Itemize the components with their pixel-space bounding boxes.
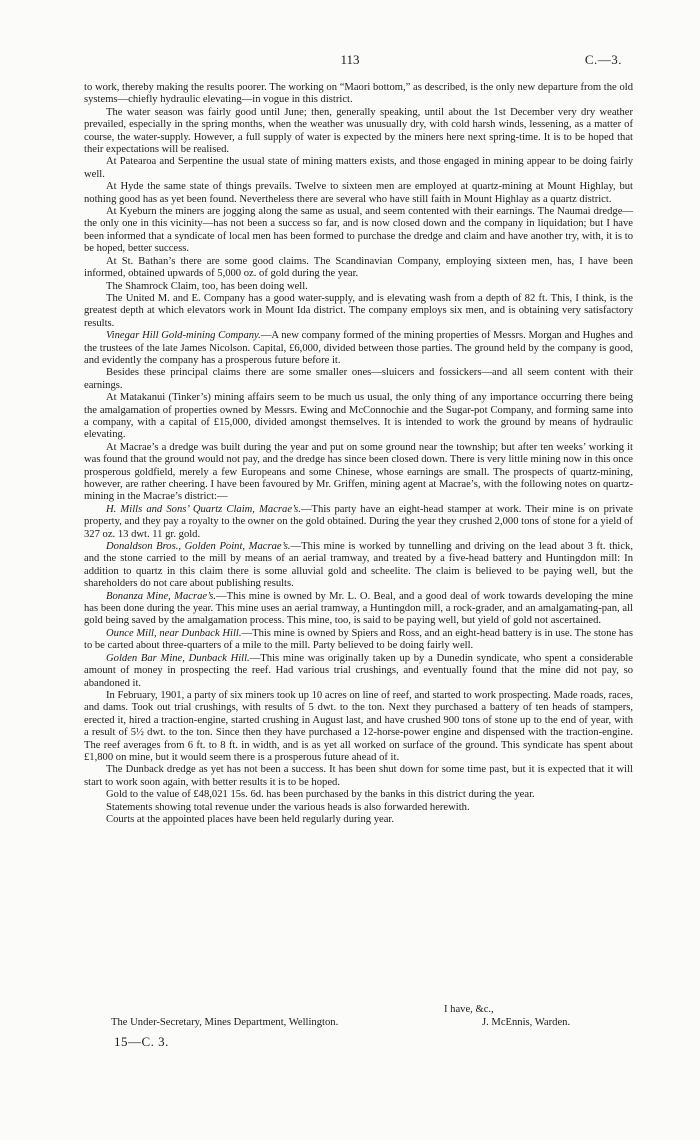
paragraph-heading: H. Mills and Sons’ Quartz Claim, Macrae’s. <box>106 503 301 515</box>
paragraph <box>84 628 633 653</box>
paragraph-text: —This party have an eight-head stamper at work. Their mine is on private property, and they pay a royalty to the owner on the gold obtained. During the year they crushed 2,000 tons of stone for a yield of 327 oz. 13 dwt. 11 gr. gold. <box>84 503 633 540</box>
valediction: I have, &c., <box>444 1004 494 1015</box>
paragraph <box>84 504 633 541</box>
paragraph <box>84 653 633 690</box>
paragraph-text: Gold to the value of £48,021 15s. 6d. has been purchased by the banks in this district during the year. <box>106 789 535 801</box>
paragraph-text: —This mine is owned by Mr. L. O. Beal, and a good deal of work towards developing the mine has been done during the year. This mine uses an aerial tramway, a Huntingdon mill, a rock-grader, and an amalgamating-pan, all gold being saved by the amalgamation process. This mine, too, is said to be paying well, but yield of gold not ascertained. <box>84 590 634 627</box>
paragraph-text: In February, 1901, a party of six miners took up 10 acres on line of reef, and started to work prospecting. Made roads, races, and dams. Took out trial crushings, with results of 5 dwt. to the ton. Next they purchased a battery of ten heads of stampers, erected it, hired a traction-engine, started crushing in August last, and have crushed 900 tons of stone up to the end of year, with a result of 5½ dwt. to the ton. Since then they have purchased a 12-horse-power engine and dispensed with the traction-engine. The reef averages from 6 ft. to 8 ft. in width, and is as yet all worked on surface of the ground. This syndicate has spent about £1,800 on mine, but it would seem there is a prosperous future ahead of it. <box>84 689 633 763</box>
paragraph-text: The Shamrock Claim, too, has been doing well. <box>106 280 308 292</box>
paragraph <box>84 392 633 442</box>
sheet-code: 15—C. 3. <box>114 1034 169 1049</box>
page-header <box>0 52 700 70</box>
paragraph <box>84 442 633 504</box>
document-code: C.—3. <box>584 52 622 67</box>
paragraph <box>84 367 633 392</box>
paragraph-text: —This mine is owned by Spiers and Ross, and an eight-head battery is in use. The stone has to be carted about three-quarters of a mile to the mill. Party believed to be doing fairly well. <box>84 627 633 652</box>
paragraph-text: to work, thereby making the results poorer. The working on “Maori bottom,” as described, is the only new departure from the old systems—chiefly hydraulic elevating—in vogue in this district. <box>84 82 633 106</box>
paragraph-text: Statements showing total revenue under the various heads is also forwarded herewith. <box>106 801 470 813</box>
paragraph-text: At Macrae’s a dredge was built during the year and put on some ground near the township; but after ten weeks’ working it was found that the ground would not pay, and the dredge has since been closed down. There is very little mining now in this once prosperous goldfield, merely a few Europeans and some Chinese, whose earnings are small. The prospects of quartz-mining, however, are rather cheering. I have been favoured by Mr. Griffen, mining agent at Macrae’s, with the following notes on quartz-mining in the Macrae’s district:— <box>84 441 633 503</box>
paragraph-text: Courts at the appointed places have been held regularly during year. <box>106 813 394 825</box>
paragraph <box>84 764 633 789</box>
paragraph-heading: Vinegar Hill Gold-mining Company. <box>106 330 261 342</box>
paragraph-heading: Donaldson Bros., Golden Point, Macrae’s. <box>106 541 291 553</box>
paragraph-text: —A new company formed of the mining properties of Messrs. Morgan and Hughes and the trustees of the late James Nicolson. Capital, £6,000, divided between those parties. The ground held by the company is good, and evidently the company has a prosperous future before it. <box>84 330 633 366</box>
paragraph-text: Besides these principal claims there are some smaller ones—sluicers and fossickers—and all seem content with their earnings. <box>84 367 633 391</box>
paragraph <box>84 256 633 281</box>
paragraph-text: At Hyde the same state of things prevails. Twelve to sixteen men are employed at quartz-mining at Mount Highlay, but nothing good has as yet been found. Nevertheless there are several who have still faith in Mount Highlay as a quartz district. <box>84 181 633 205</box>
paragraph-text: —This mine is worked by tunnelling and driving on the lead about 3 ft. thick, and the stone carried to the mill by means of an aerial tramway, and treated by a five-head battery and Huntingdon mill: In addition to quartz in this claim there is some alluvial gold and scheelite. The claim is believed to be paying well, but the shareholders do not care about publishing results. <box>84 541 633 590</box>
paragraph-heading: Golden Bar Mine, Dunback Hill. <box>106 652 250 664</box>
addressee: The Under-Secretary, Mines Department, Wellington. <box>111 1017 339 1028</box>
paragraph <box>84 330 633 367</box>
paragraph <box>84 802 633 814</box>
signature: J. McEnnis, Warden. <box>482 1017 571 1028</box>
paragraph-text: —This mine was originally taken up by a Dunedin syndicate, who spent a considerable amount of money in prospecting the reef. Had various trial crushings, and eventually found that the mine did not pay, so abandoned it. <box>84 652 633 689</box>
paragraph <box>84 107 633 157</box>
paragraph <box>84 814 633 826</box>
paragraph-text: At Patearoa and Serpentine the usual state of mining matters exists, and those engaged in mining appear to be doing fairly well. <box>84 156 633 180</box>
paragraph-heading: Bonanza Mine, Macrae’s. <box>106 590 217 602</box>
paragraph <box>84 206 633 256</box>
paragraph-text: At Matakanui (Tinker’s) mining affairs seem to be much us usual, the only thing of any importance occurring there being the amalgamation of properties owned by Messrs. Ewing and McConnochie and the Sugar-pot Company, and forming same into a company, with a capital of £15,000, divided amongst themselves. It is intended to work the ground by means of hydraulic elevating. <box>84 392 633 441</box>
paragraph <box>84 181 633 206</box>
paragraph <box>84 281 633 293</box>
paragraph-text: The United M. and E. Company has a good water-supply, and is elevating wash from a depth of 82 ft. This, I think, is the greatest depth at which elevators work in Mount Ida district. The company employs six men, and is obtaining very satisfactory results. <box>84 292 633 329</box>
paragraph <box>84 789 633 801</box>
page-number: 113 <box>340 52 360 67</box>
paragraph-text: The Dunback dredge as yet has not been a success. It has been shut down for some time past, but it is expected that it will start to work soon again, with better results it is to be hoped. <box>84 764 633 788</box>
paragraph <box>84 591 633 628</box>
paragraph <box>84 82 633 107</box>
report-body <box>84 82 633 826</box>
paragraph-heading: Ounce Mill, near Dunback Hill. <box>106 627 242 639</box>
paragraph-text: The water season was fairly good until June; then, generally speaking, until about the 1st December very dry weather prevailed, especially in the spring months, when the weather was unusually dry, with cold harsh winds, lessening, as a matter of course, the water-supply. However, a full supply of water is expected by the miners here next spring-time. It is to be hoped that their expectations will be realised. <box>84 106 633 156</box>
paragraph-text: At St. Bathan’s there are some good claims. The Scandinavian Company, employing sixteen men, has, I have been informed, obtained upwards of 5,000 oz. of gold during the year. <box>84 255 633 280</box>
paragraph <box>84 293 633 330</box>
paragraph <box>84 156 633 181</box>
paragraph <box>84 690 633 764</box>
paragraph-text: At Kyeburn the miners are jogging along the same as usual, and seem contented with their earnings. The Naumai dredge—the only one in this vicinity—has not been a success so far, and is now closed down and the company in liquidation; but I have been informed that a syndicate of local men has been formed to purchase the dredge and claim and have another try, with, it is to be hoped, better success. <box>84 206 633 255</box>
paragraph <box>84 541 633 591</box>
